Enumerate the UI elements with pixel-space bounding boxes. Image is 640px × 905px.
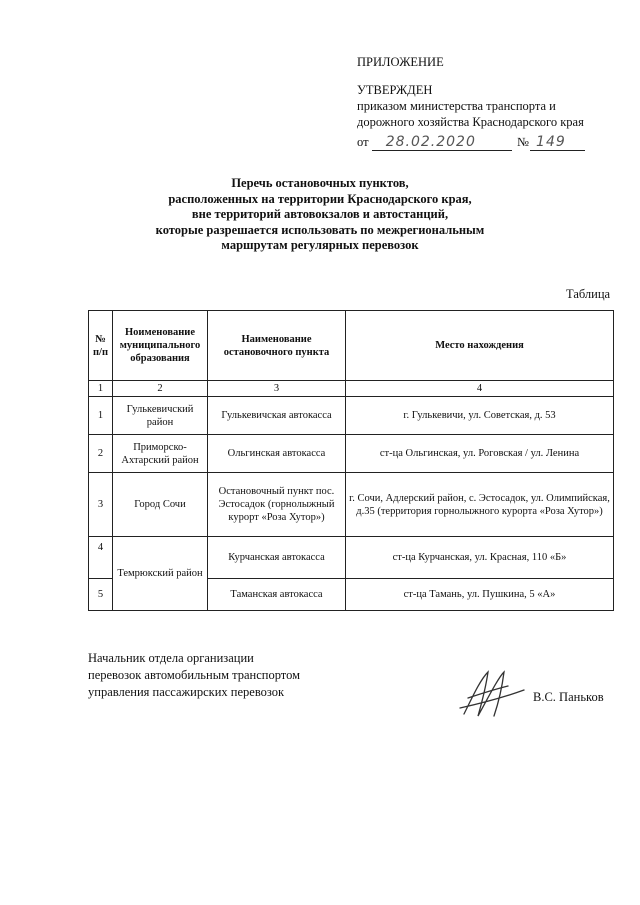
row-stop: Гулькевичская автокасса [208, 397, 346, 435]
table-row [89, 397, 614, 435]
row-municipality: Город Сочи [113, 473, 208, 537]
header-location: Место нахождения [346, 311, 614, 381]
position-line: перевозок автомобильным транспортом [88, 668, 301, 682]
order-line-1: приказом министерства транспорта и [357, 99, 556, 113]
title-line: расположенных на территории Краснодарского края, [168, 191, 472, 206]
position-line: управления пассажирских перевозок [88, 685, 285, 699]
order-date: 28.02.2020 [385, 134, 476, 150]
col-number: 4 [346, 381, 614, 397]
row-stop: Ольгинская автокасса [208, 435, 346, 473]
header-municipality: Ноименование муниципального образования [113, 311, 208, 381]
row-location: г. Гулькевичи, ул. Советская, д. 53 [346, 397, 614, 435]
signatory-position [88, 650, 300, 701]
row-number: 2 [89, 435, 113, 473]
title-line: маршрутам регулярных перевозок [221, 238, 419, 252]
row-stop: Таманская автокасса [208, 579, 346, 611]
order-number: 149 [536, 134, 566, 150]
row-location: ст-ца Ольгинская, ул. Роговская / ул. Ленина [346, 435, 614, 473]
row-stop: Курчанская автокасса [208, 537, 346, 579]
col-number: 3 [208, 381, 346, 397]
table-header-row [89, 311, 614, 381]
table-row [89, 473, 614, 537]
row-location: г. Сочи, Адлерский район, с. Эстосадок, ул. Олимпийская, д.35 (территория горнолыжного курорта «Роза Хутор») [346, 473, 614, 537]
title-line: Перечь остановочных пунктов, [231, 176, 409, 190]
row-stop: Остановочный пункт пос. Эстосадок (горнолыжный курорт «Роза Хутор») [208, 473, 346, 537]
col-number: 2 [113, 381, 208, 397]
approved-label: УТВЕРЖДЕН [357, 83, 433, 97]
row-municipality: Приморско-Ахтарский район [113, 435, 208, 473]
title-line: которые разрешается использовать по межрегиональным [155, 222, 485, 237]
header-number: № п/п [89, 311, 113, 381]
stops-table [88, 310, 614, 611]
appendix-heading: ПРИЛОЖЕНИЕ [357, 55, 444, 69]
row-number: 1 [89, 397, 113, 435]
date-underline [372, 150, 512, 151]
table-row [89, 435, 614, 473]
number-label: № [516, 135, 529, 149]
row-municipality: Гулькевичский район [113, 397, 208, 435]
order-line-2: дорожного хозяйства Краснодарского края [357, 115, 584, 129]
col-number: 1 [89, 381, 113, 397]
row-number: 3 [89, 473, 113, 537]
title-line: вне территорий автовокзалов и автостанций, [191, 207, 449, 221]
column-number-row [89, 381, 614, 397]
approval-block [357, 54, 584, 130]
document-title [120, 176, 520, 254]
row-location: ст-ца Курчанская, ул. Красная, 110 «Б» [346, 537, 614, 579]
row-number: 4 [89, 537, 113, 579]
row-location: ст-ца Тамань, ул. Пушкина, 5 «А» [346, 579, 614, 611]
position-line: Начальник отдела организации [88, 651, 254, 665]
order-date-line [357, 134, 566, 150]
table-row [89, 537, 614, 579]
header-stop: Наименование остановочного пункта [208, 311, 346, 381]
row-number: 5 [89, 579, 113, 611]
signer-name: В.С. Паньков [533, 690, 604, 704]
handwritten-signature [458, 668, 528, 720]
table-caption: Таблица [566, 287, 611, 301]
number-underline [530, 150, 585, 151]
row-municipality: Темрюкский район [113, 537, 208, 611]
from-label: от [357, 135, 369, 149]
